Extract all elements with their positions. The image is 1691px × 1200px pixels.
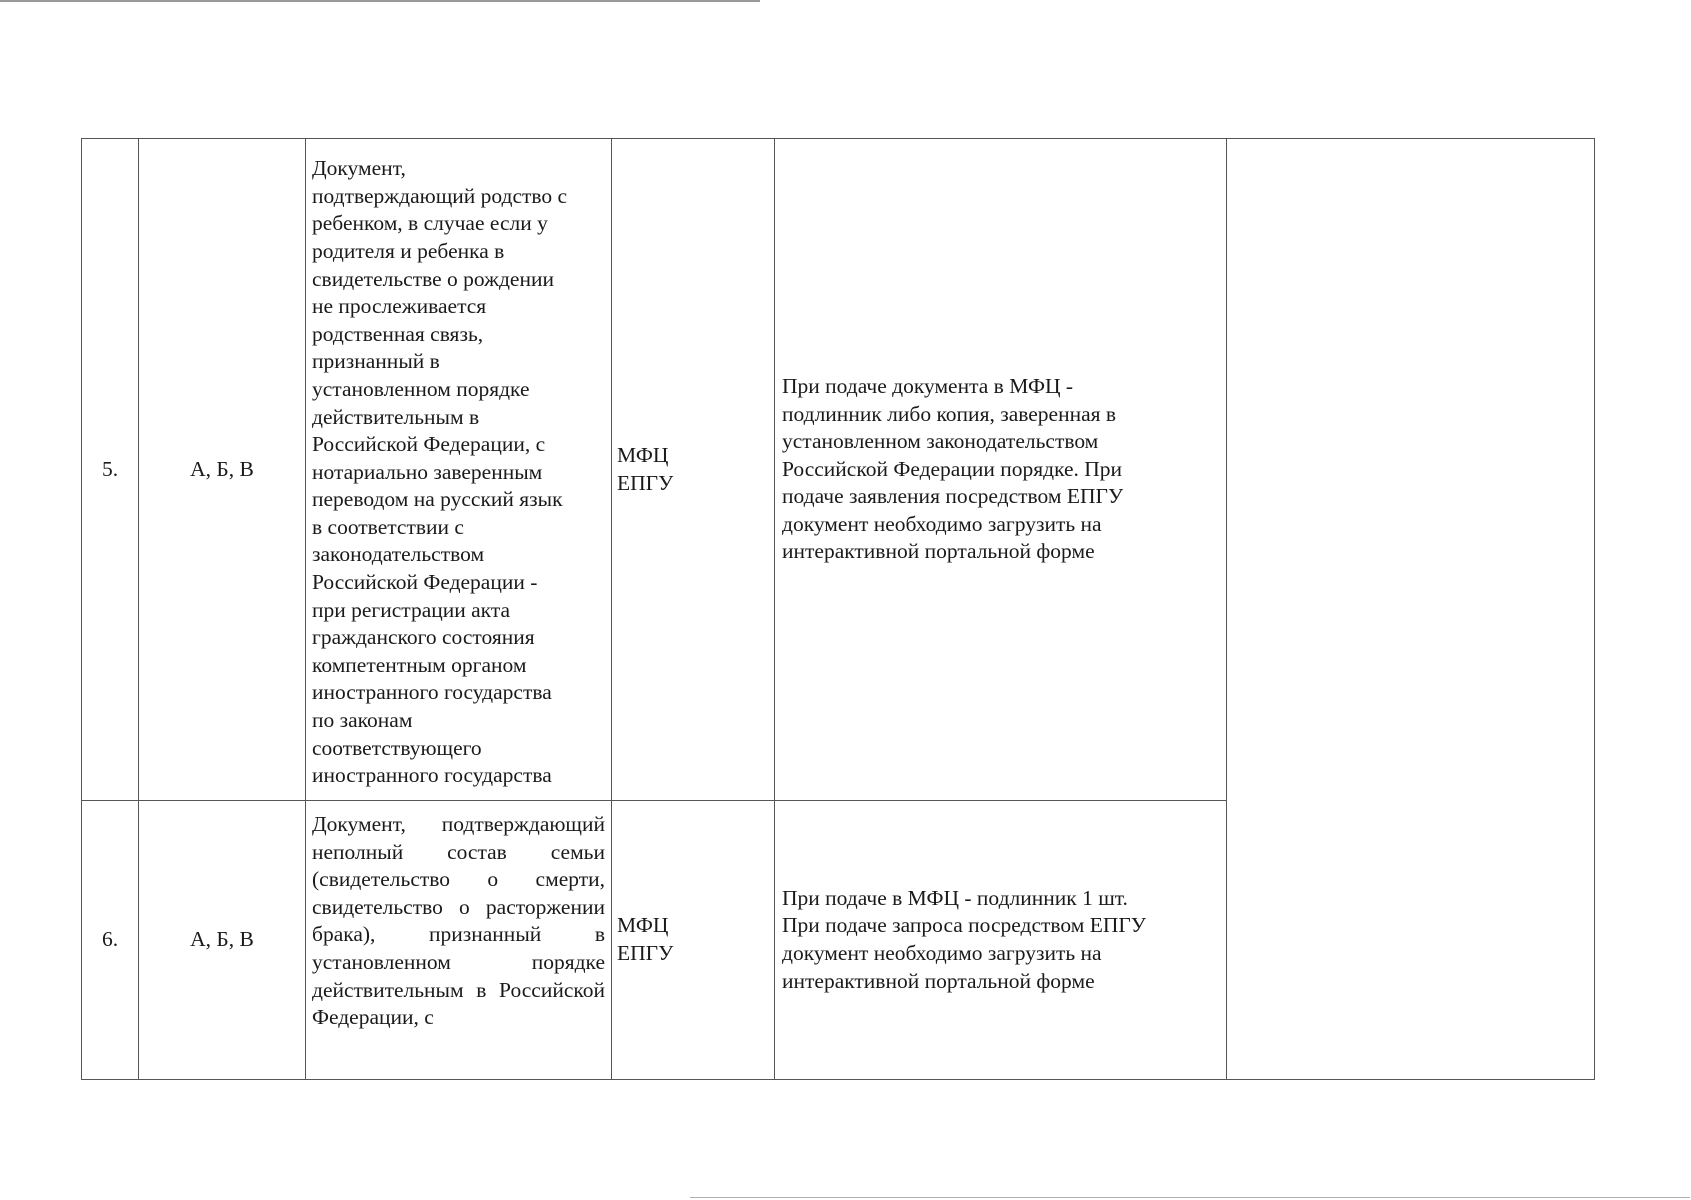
row-submission-note: При подаче документа в МФЦ - подлинник либо копия, заверенная в установленном законодательством Российской Федерации порядке. При подаче заявления посредством ЕПГУ документ необходимо загрузить на интерактивной портальной форме [775, 139, 1227, 801]
row-number: 5. [82, 139, 139, 801]
row-submission-place: МФЦ ЕПГУ [612, 139, 775, 801]
row-document-description: Документ, подтверждающий родство с ребенком, в случае если у родителя и ребенка в свидетельстве о рождении не прослеживается родственная связь, признанный в установленном порядке действительным в Российской Федерации, с нотариально заверенным переводом на русский язык в соответствии с законодательством Российской Федерации - при регистрации акта гражданского состояния компетентным органом иностранного государства по законам соответствующего иностранного государства [306, 139, 612, 801]
document-table [81, 138, 1595, 1080]
empty-merged-cell [1227, 139, 1595, 1080]
row-number: 6. [82, 801, 139, 1080]
scan-edge-line-bottom [690, 1197, 1690, 1198]
row-categories: А, Б, В [139, 801, 306, 1080]
table-row [82, 139, 1595, 801]
row-categories: А, Б, В [139, 139, 306, 801]
row-document-description: Документ, подтверждающий неполный состав семьи (свидетельство о смерти, свидетельство о расторжении брака), признанный в установленном порядке действительным в Российской Федерации, с [306, 801, 612, 1080]
row-submission-note: При подаче в МФЦ - подлинник 1 шт. При подаче запроса посредством ЕПГУ документ необходимо загрузить на интерактивной портальной форме [775, 801, 1227, 1080]
row-submission-place: МФЦ ЕПГУ [612, 801, 775, 1080]
scan-edge-line [0, 0, 760, 2]
